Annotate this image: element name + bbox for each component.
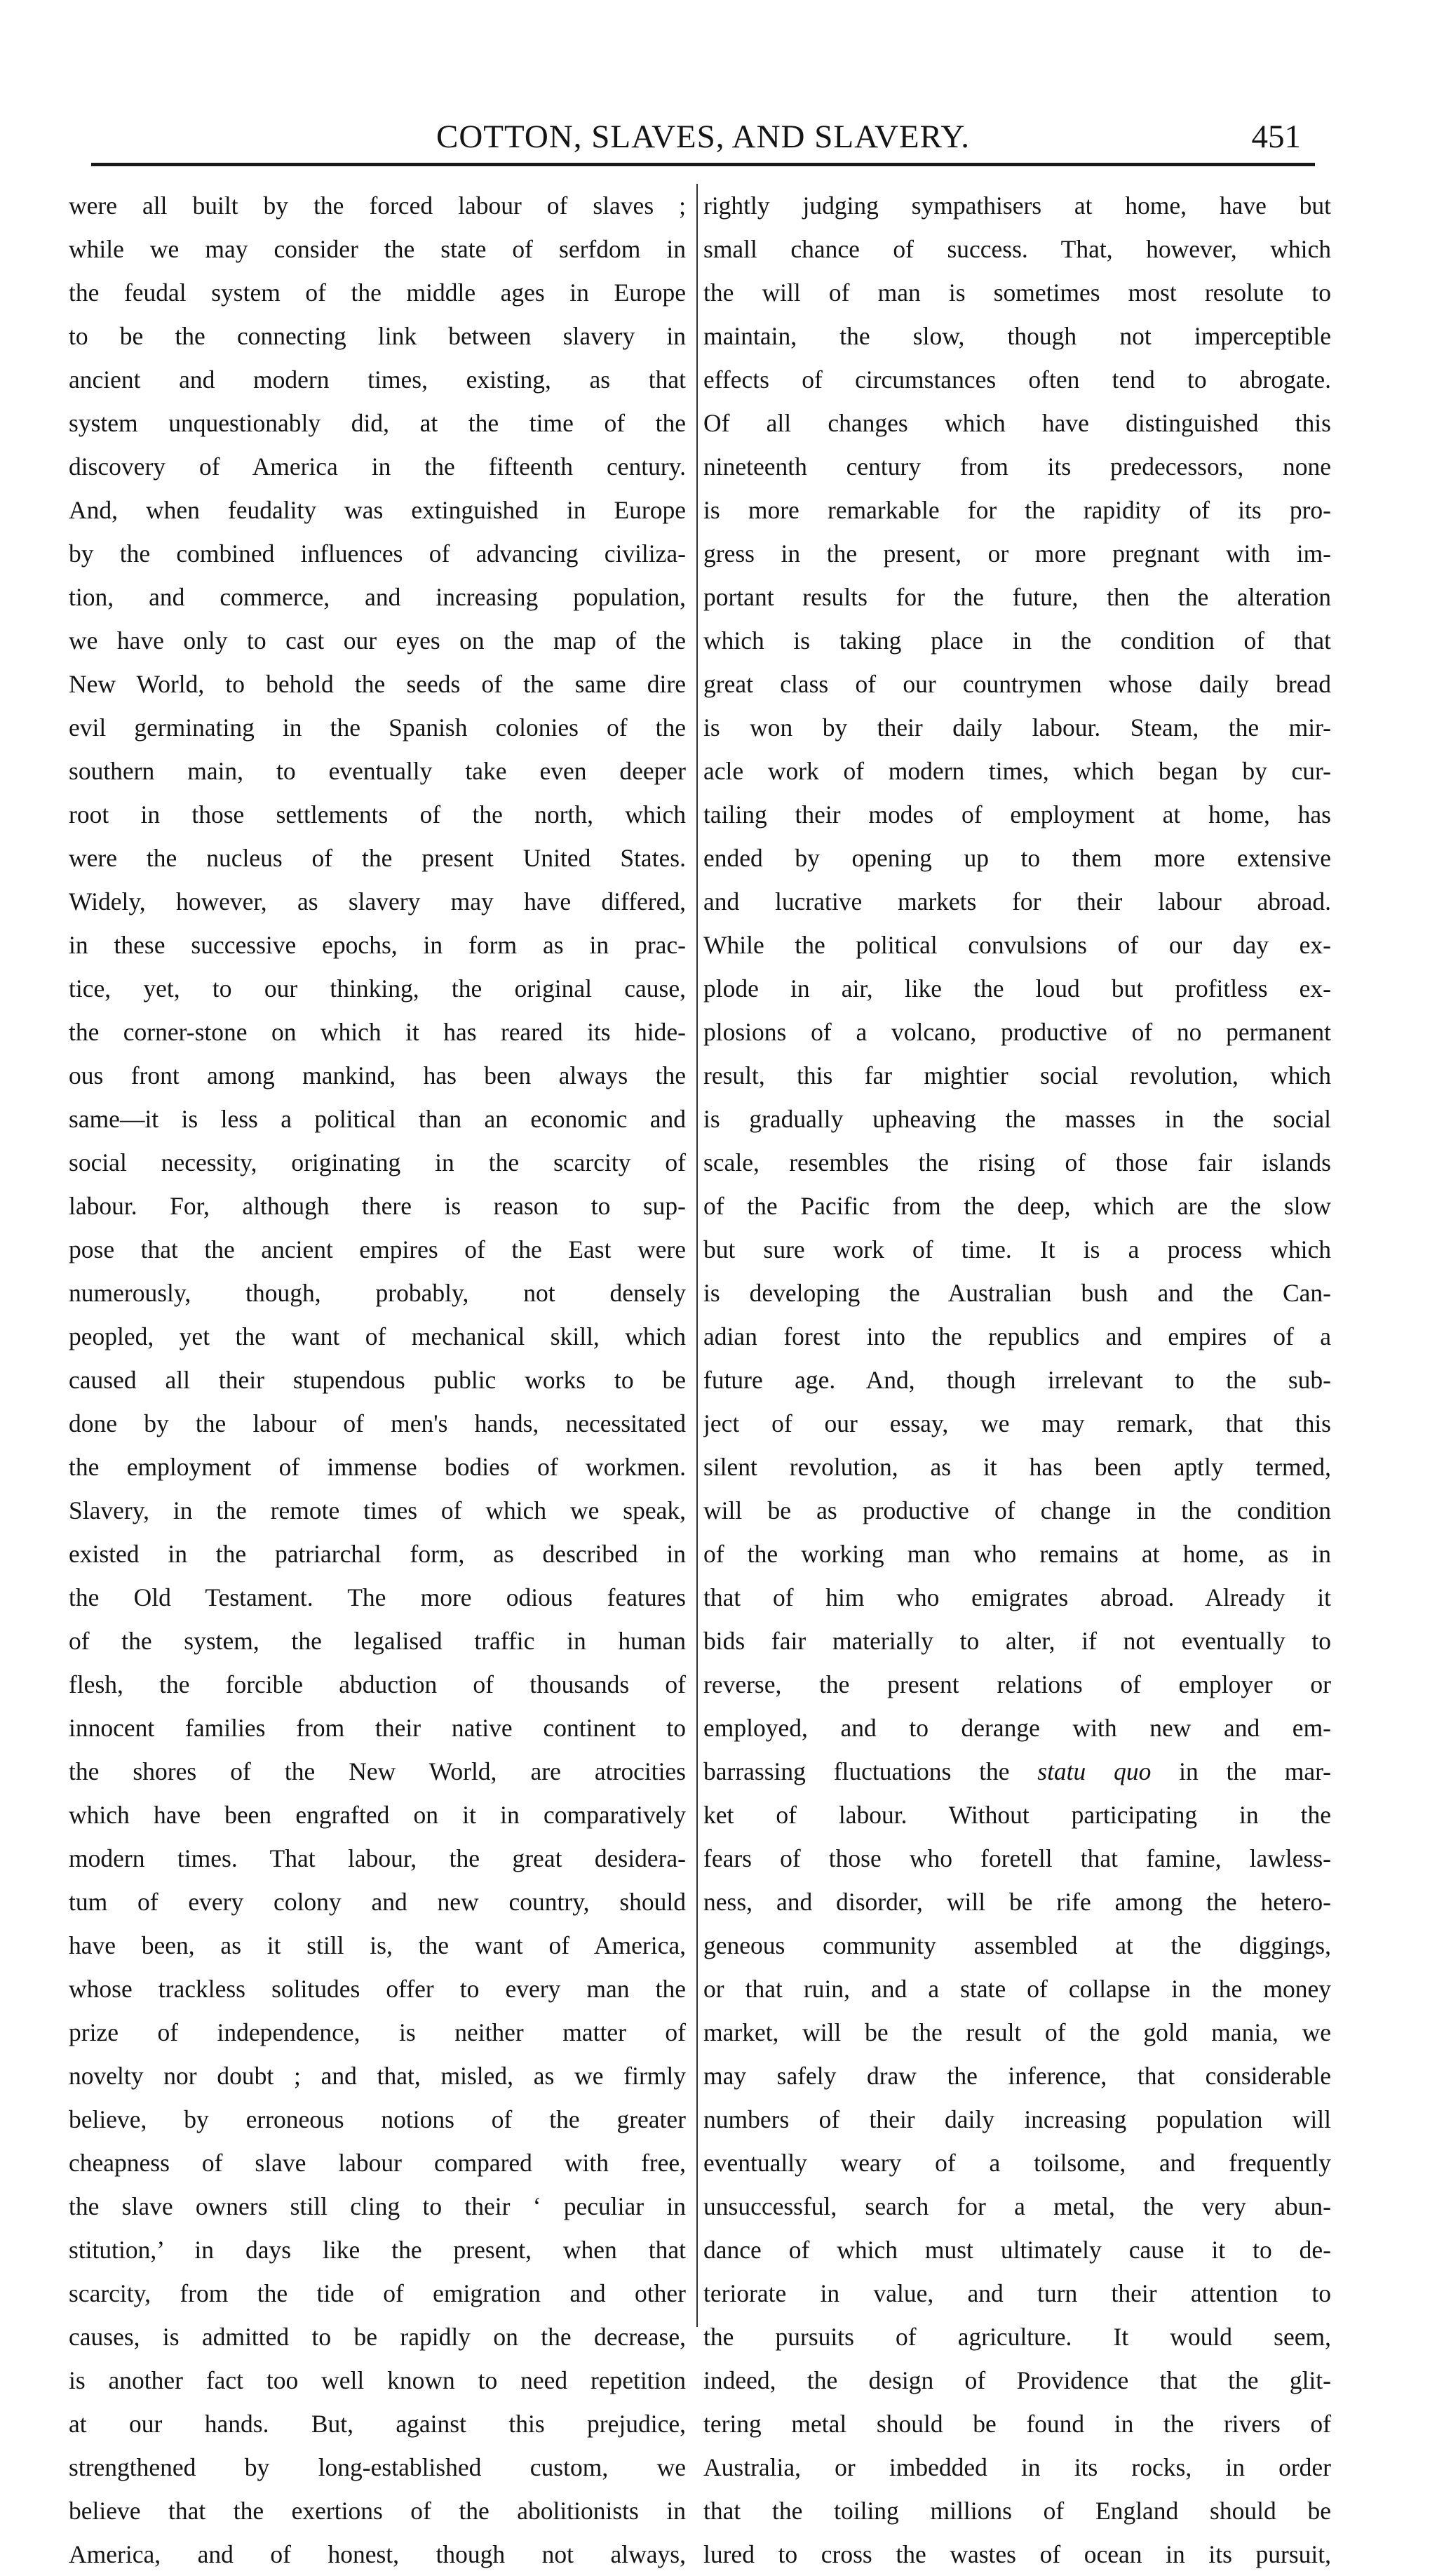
text-line: acle work of modern times, which began by cur- (703, 757, 1331, 785)
text-line: peopled, yet the want of mechanical skill, which (69, 1322, 686, 1350)
text-line: causes, is admitted to be rapidly on the decrease, (69, 2323, 686, 2351)
text-line: same—it is less a political than an economic and (69, 1105, 686, 1133)
text-line: is developing the Australian bush and the Can- (703, 1279, 1331, 1307)
text-line: at our hands. But, against this prejudice, (69, 2410, 686, 2438)
text-line: tion, and commerce, and increasing population, (69, 583, 686, 611)
text-line: were the nucleus of the present United States. (69, 844, 686, 872)
text-line: the pursuits of agriculture. It would seem, (703, 2323, 1331, 2351)
text-line: Of all changes which have distinguished this (703, 409, 1331, 437)
text-line: the will of man is sometimes most resolute to (703, 279, 1331, 307)
text-line: lured to cross the wastes of ocean in its pursuit, (703, 2540, 1331, 2568)
text-line: pose that the ancient empires of the East were (69, 1235, 686, 1263)
text-line: and lucrative markets for their labour abroad. (703, 887, 1331, 915)
text-line: whose trackless solitudes offer to every man the (69, 1975, 686, 2003)
italic-phrase: statu quo (1037, 1757, 1152, 1785)
text-line: result, this far mightier social revolution, which (703, 1061, 1331, 1089)
page-number: 451 (1251, 119, 1301, 155)
text-line: geneous community assembled at the diggings, (703, 1931, 1331, 1959)
text-line: novelty nor doubt ; and that, misled, as we firmly (69, 2062, 686, 2090)
text-line: New World, to behold the seeds of the same dire (69, 670, 686, 698)
text-line: while we may consider the state of serfdom in (69, 235, 686, 263)
text-line: believe that the exertions of the abolitionists in (69, 2497, 686, 2525)
text-line: small chance of success. That, however, which (703, 235, 1331, 263)
text-line: social necessity, originating in the scarcity of (69, 1148, 686, 1176)
text-fragment: barrassing fluctuations the (703, 1757, 1010, 1785)
text-line: ancient and modern times, existing, as that (69, 365, 686, 394)
text-line: we have only to cast our eyes on the map of the (69, 626, 686, 655)
column-divider (696, 184, 698, 2327)
text-line: Widely, however, as slavery may have differed, (69, 887, 686, 915)
text-line: portant results for the future, then the alteration (703, 583, 1331, 611)
text-line: done by the labour of men's hands, necessitated (69, 1409, 686, 1437)
text-line: discovery of America in the fifteenth century. (69, 452, 686, 481)
text-line: ket of labour. Without participating in the (703, 1801, 1331, 1829)
text-line: of the Pacific from the deep, which are the slow (703, 1192, 1331, 1220)
text-line: fears of those who foretell that famine, lawless- (703, 1844, 1331, 1872)
text-line: strengthened by long-established custom, we (69, 2453, 686, 2481)
text-line: maintain, the slow, though not imperceptible (703, 322, 1331, 350)
text-line: tice, yet, to our thinking, the original cause, (69, 974, 686, 1002)
text-line: tering metal should be found in the rivers of (703, 2410, 1331, 2438)
text-line: by the combined influences of advancing civiliza- (69, 539, 686, 568)
text-line: modern times. That labour, the great desidera- (69, 1844, 686, 1872)
text-line: unsuccessful, search for a metal, the very abun- (703, 2192, 1331, 2220)
text-line: labour. For, although there is reason to sup- (69, 1192, 686, 1220)
text-line: America, and of honest, though not always, (69, 2540, 686, 2568)
right-column (703, 184, 1331, 2568)
text-line: is won by their daily labour. Steam, the mir- (703, 713, 1331, 742)
text-line: silent revolution, as it has been aptly termed, (703, 1453, 1331, 1481)
text-line: While the political convulsions of our day ex- (703, 931, 1331, 959)
text-line: great class of our countrymen whose daily bread (703, 670, 1331, 698)
running-title: COTTON, SLAVES, AND SLAVERY. (436, 119, 971, 155)
text-line: the corner-stone on which it has reared its hide- (69, 1018, 686, 1046)
text-line: And, when feudality was extinguished in Europe (69, 496, 686, 524)
text-line: ness, and disorder, will be rife among the hetero- (703, 1888, 1331, 1916)
text-line: have been, as it still is, the want of America, (69, 1931, 686, 1959)
text-fragment: in the mar- (1179, 1757, 1331, 1785)
text-line: dance of which must ultimately cause it to de- (703, 2236, 1331, 2264)
text-line: caused all their stupendous public works to be (69, 1366, 686, 1394)
text-line: is gradually upheaving the masses in the social (703, 1105, 1331, 1133)
text-line: that the toiling millions of England should be (703, 2497, 1331, 2525)
text-line: ended by opening up to them more extensive (703, 844, 1331, 872)
text-line: market, will be the result of the gold mania, we (703, 2018, 1331, 2046)
text-line: effects of circumstances often tend to abrogate. (703, 365, 1331, 394)
text-line: is more remarkable for the rapidity of its pro- (703, 496, 1331, 524)
text-line: Slavery, in the remote times of which we speak, (69, 1496, 686, 1524)
text-line: the employment of immense bodies of workmen. (69, 1453, 686, 1481)
text-line: existed in the patriarchal form, as described in (69, 1540, 686, 1568)
text-line: to be the connecting link between slavery in (69, 322, 686, 350)
text-line: system unquestionably did, at the time of the (69, 409, 686, 437)
text-line: believe, by erroneous notions of the greater (69, 2105, 686, 2133)
text-line: prize of independence, is neither matter of (69, 2018, 686, 2046)
text-line: Australia, or imbedded in its rocks, in order (703, 2453, 1331, 2481)
text-line: numerously, though, probably, not densely (69, 1279, 686, 1307)
text-line: cheapness of slave labour compared with free, (69, 2149, 686, 2177)
text-line: in these successive epochs, in form as in prac- (69, 931, 686, 959)
text-line: the shores of the New World, are atrocities (69, 1757, 686, 1785)
text-line: numbers of their daily increasing population will (703, 2105, 1331, 2133)
text-line: plosions of a volcano, productive of no permanent (703, 1018, 1331, 1046)
text-line: is another fact too well known to need repetition (69, 2366, 686, 2394)
text-line: teriorate in value, and turn their attention to (703, 2279, 1331, 2307)
text-line: or that ruin, and a state of collapse in the money (703, 1975, 1331, 2003)
text-line: reverse, the present relations of employer or (703, 1670, 1331, 1698)
left-column (69, 184, 686, 2568)
article-body (69, 184, 1331, 2568)
text-line: tailing their modes of employment at home, has (703, 800, 1331, 829)
text-line: bids fair materially to alter, if not eventually to (703, 1627, 1331, 1655)
text-line: ous front among mankind, has been always the (69, 1061, 686, 1089)
text-line: ject of our essay, we may remark, that this (703, 1409, 1331, 1437)
text-line: of the system, the legalised traffic in human (69, 1627, 686, 1655)
text-line: evil germinating in the Spanish colonies of the (69, 713, 686, 742)
text-line: of the working man who remains at home, as in (703, 1540, 1331, 1568)
text-line: the Old Testament. The more odious features (69, 1583, 686, 1611)
text-line: but sure work of time. It is a process which (703, 1235, 1331, 1263)
text-line: tum of every colony and new country, should (69, 1888, 686, 1916)
text-line: which is taking place in the condition of that (703, 626, 1331, 655)
text-line: flesh, the forcible abduction of thousands of (69, 1670, 686, 1698)
text-line: scarcity, from the tide of emigration and other (69, 2279, 686, 2307)
text-line: were all built by the forced labour of slaves ; (69, 192, 686, 220)
text-line: future age. And, though irrelevant to the sub- (703, 1366, 1331, 1394)
text-line: southern main, to eventually take even deeper (69, 757, 686, 785)
text-line: gress in the present, or more pregnant with im- (703, 539, 1331, 568)
text-line: indeed, the design of Providence that the glit- (703, 2366, 1331, 2394)
text-line: employed, and to derange with new and em- (703, 1714, 1331, 1742)
text-line: eventually weary of a toilsome, and frequently (703, 2149, 1331, 2177)
text-line-italic (703, 1750, 1331, 1793)
text-line: scale, resembles the rising of those fair islands (703, 1148, 1331, 1176)
text-line: root in those settlements of the north, which (69, 800, 686, 829)
text-line: plode in air, like the loud but profitless ex- (703, 974, 1331, 1002)
text-line: nineteenth century from its predecessors, none (703, 452, 1331, 481)
text-line: stitution,’ in days like the present, when that (69, 2236, 686, 2264)
text-line: the slave owners still cling to their ‘ peculiar in (69, 2192, 686, 2220)
header-rule (91, 163, 1315, 166)
text-line: rightly judging sympathisers at home, have but (703, 192, 1331, 220)
text-line: that of him who emigrates abroad. Already it (703, 1583, 1331, 1611)
text-line: may safely draw the inference, that considerable (703, 2062, 1331, 2090)
text-line: the feudal system of the middle ages in Europe (69, 279, 686, 307)
text-line: will be as productive of change in the condition (703, 1496, 1331, 1524)
text-line: adian forest into the republics and empires of a (703, 1322, 1331, 1350)
text-line: which have been engrafted on it in comparatively (69, 1801, 686, 1829)
text-line: innocent families from their native continent to (69, 1714, 686, 1742)
